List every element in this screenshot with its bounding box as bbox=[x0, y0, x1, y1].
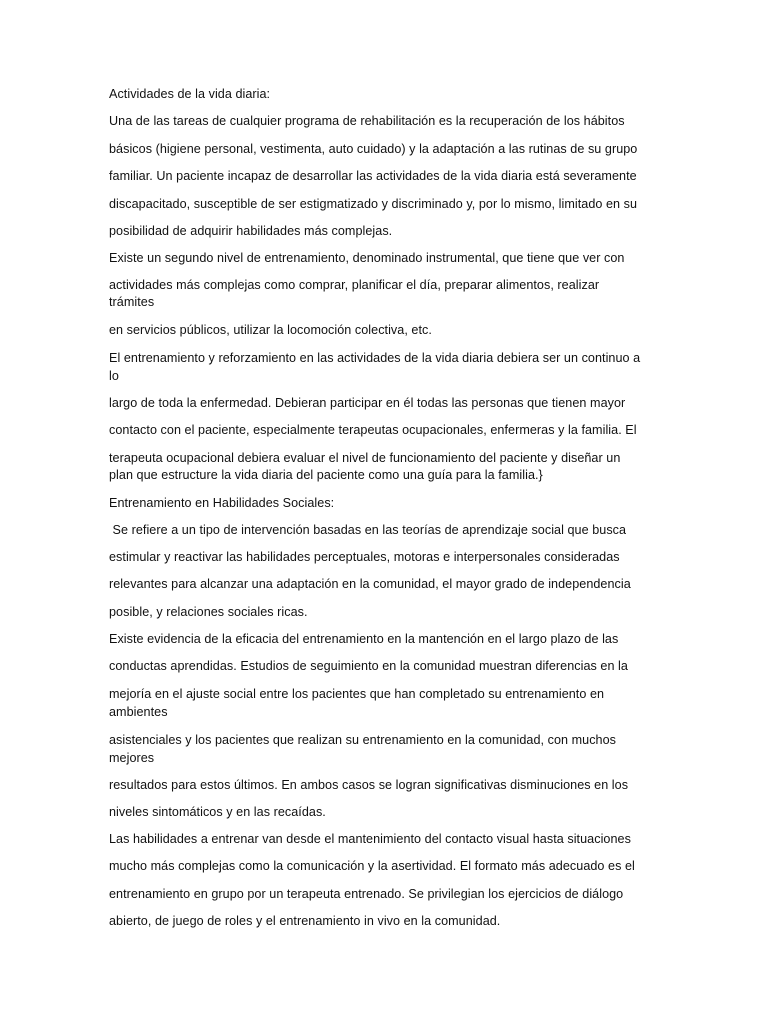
text-line: plan que estructure la vida diaria del paciente como una guía para la familia.} bbox=[109, 468, 543, 482]
text-line: largo de toda la enfermedad. Debieran participar en él todas las personas que tienen mayor bbox=[109, 396, 626, 410]
text-line: mejoría en el ajuste social entre los pacientes que han completado su entrenamiento en bbox=[109, 687, 605, 701]
text-line: relevantes para alcanzar una adaptación en la comunidad, el mayor grado de independencia bbox=[109, 577, 631, 591]
text-line: entrenamiento en grupo por un terapeuta entrenado. Se privilegian los ejercicios de diálogo bbox=[109, 887, 624, 901]
section-heading-daily-activities: Actividades de la vida diaria: bbox=[109, 87, 271, 101]
text-line: Una de las tareas de cualquier programa de rehabilitación es la recuperación de los hábitos bbox=[109, 114, 625, 128]
text-line: actividades más complejas como comprar, planificar el día, preparar alimentos, realizar bbox=[109, 278, 600, 292]
text-line: mucho más complejas como la comunicación y la asertividad. El formato más adecuado es el bbox=[109, 859, 635, 873]
text-line: familiar. Un paciente incapaz de desarrollar las actividades de la vida diaria está severamente bbox=[109, 169, 637, 183]
text-line: Existe un segundo nivel de entrenamiento, denominado instrumental, que tiene que ver con bbox=[109, 251, 625, 265]
text-line: Se refiere a un tipo de intervención basadas en las teorías de aprendizaje social que busca bbox=[109, 523, 627, 537]
text-line: terapeuta ocupacional debiera evaluar el nivel de funcionamiento del paciente y diseñar un bbox=[109, 451, 621, 465]
text-line: resultados para estos últimos. En ambos casos se logran significativas disminuciones en los bbox=[109, 778, 629, 792]
text-line: lo bbox=[109, 369, 119, 383]
text-line: discapacitado, susceptible de ser estigmatizado y discriminado y, por lo mismo, limitado en su bbox=[109, 197, 638, 211]
text-line: mejores bbox=[109, 751, 155, 765]
text-line: conductas aprendidas. Estudios de seguimiento en la comunidad muestran diferencias en la bbox=[109, 659, 628, 673]
text-line: asistenciales y los pacientes que realizan su entrenamiento en la comunidad, con muchos bbox=[109, 733, 616, 747]
text-line: posible, y relaciones sociales ricas. bbox=[109, 605, 308, 619]
section-heading-social-skills: Entrenamiento en Habilidades Sociales: bbox=[109, 496, 335, 510]
text-line: El entrenamiento y reforzamiento en las actividades de la vida diaria debiera ser un continuo a bbox=[109, 351, 641, 365]
text-line: contacto con el paciente, especialmente terapeutas ocupacionales, enfermeras y la familia. El bbox=[109, 423, 637, 437]
text-line: trámites bbox=[109, 295, 155, 309]
text-line: básicos (higiene personal, vestimenta, auto cuidado) y la adaptación a las rutinas de su grupo bbox=[109, 142, 638, 156]
text-line: Existe evidencia de la eficacia del entrenamiento en la mantención en el largo plazo de las bbox=[109, 632, 619, 646]
text-line: Las habilidades a entrenar van desde el mantenimiento del contacto visual hasta situaciones bbox=[109, 832, 631, 846]
text-line: niveles sintomáticos y en las recaídas. bbox=[109, 805, 326, 819]
text-line: ambientes bbox=[109, 705, 168, 719]
text-line: en servicios públicos, utilizar la locomoción colectiva, etc. bbox=[109, 323, 432, 337]
text-line: abierto, de juego de roles y el entrenamiento in vivo en la comunidad. bbox=[109, 914, 501, 928]
text-line: estimular y reactivar las habilidades perceptuales, motoras e interpersonales consideradas bbox=[109, 550, 620, 564]
text-line: posibilidad de adquirir habilidades más complejas. bbox=[109, 224, 393, 238]
